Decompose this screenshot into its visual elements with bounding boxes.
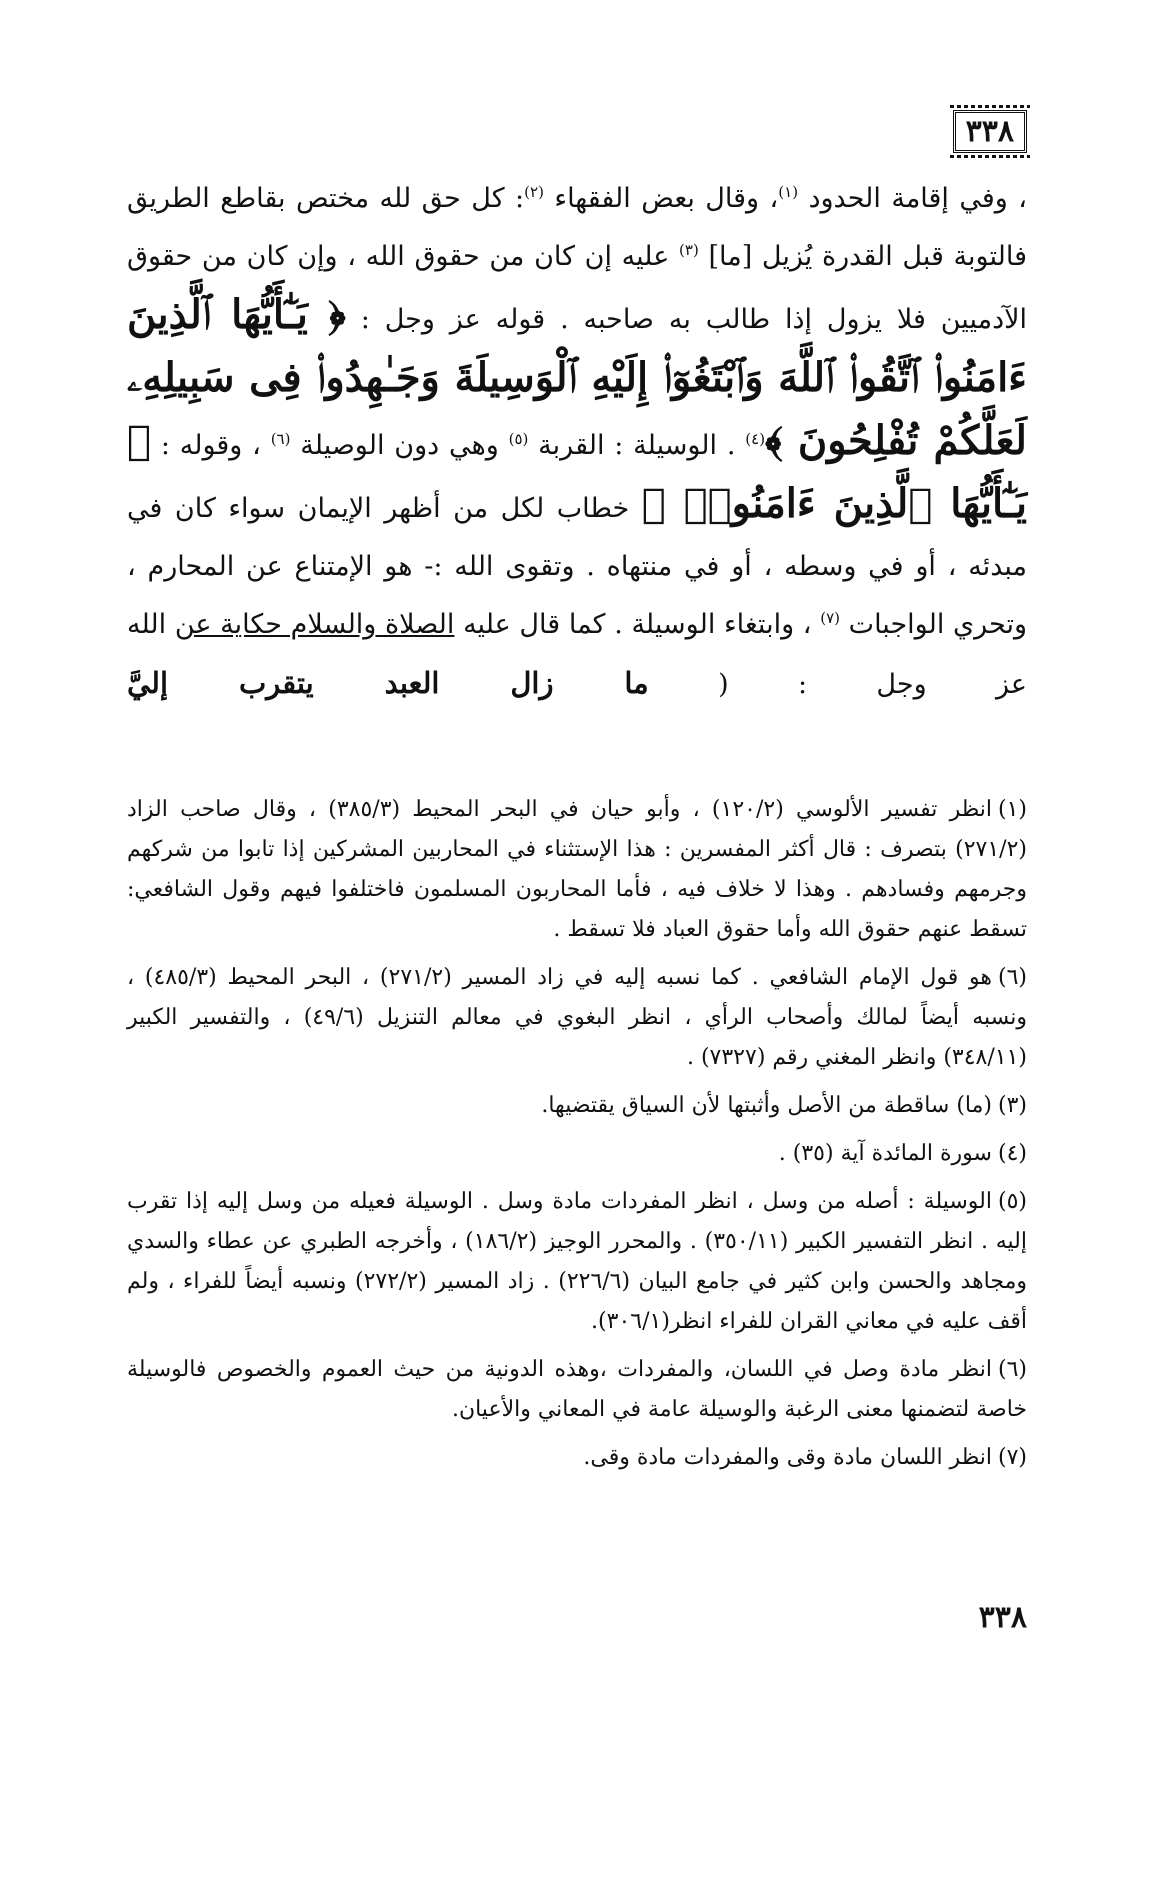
text-segment: : كل حق لله مختص بقاطع الطريق فالتوبة قبل القدرة يُزيل [ما] (127, 183, 1027, 272)
footnote (127, 1134, 1027, 1174)
text-segment: وهي دون الوصيلة (290, 430, 509, 461)
main-paragraph (127, 170, 1027, 714)
footnote-ref-6[interactable]: (٦) (270, 430, 291, 448)
footnote-number: (٧) (997, 1445, 1027, 1470)
text-segment: الله عز وجل : ( (127, 609, 1027, 700)
underlined-text: الصلاة والسلام حكاية عن (174, 609, 455, 640)
page-number-header: ٣٣٨ (953, 110, 1027, 153)
footnote-ref-5[interactable]: (٥) (508, 430, 529, 448)
quran-verse: ﴿ يَـٰٓأَيُّهَا ٱلَّذِينَ ءَامَنُوا۟ ٱتَّقُوا۟ ٱللَّهَ وَٱبْتَغُوٓا۟ إِلَيْهِ ٱلْوَسِيلَةَ وَجَـٰهِدُوا۟ فِى سَبِيلِهِۦ لَعَلَّكُمْ تُفْلِحُونَ ﴾ (127, 291, 1027, 464)
page-number-footer: ٣٣٨ (978, 1600, 1027, 1635)
footnote-ref-3[interactable]: (٣) (679, 241, 699, 259)
footnote-ref-7[interactable]: (٧) (820, 609, 840, 627)
footnote-text: (ما) ساقطة من الأصل وأثبتها لأن السياق يقتضيها. (541, 1093, 992, 1118)
footnote (127, 1438, 1027, 1478)
text-segment: ، وقال بعض الفقهاء (543, 183, 779, 214)
footnote (127, 1182, 1027, 1342)
footnote-number: (٦) (997, 1357, 1027, 1382)
footnote-text: الوسيلة : أصله من وسل ، انظر المفردات مادة وسل . الوسيلة فعيله من وسل إليه إذا تقرب إليه . انظر التفسير الكبير (٣٥٠/١١) . والمحرر الوجيز (١٨٦/٢) ، وأخرجه الطبري عن عطاء والسدي ومجاهد والحسن وابن كثير في جامع البيان (٢٢٦/٦) . زاد المسير (٢٧٢/٢) ونسبه أيضاً للفراء ، ولم أقف عليه في معاني القران للفراء انظر(٣٠٦/١). (127, 1189, 1027, 1334)
footnote-ref-1[interactable]: (١) (778, 183, 799, 201)
footnote-number: (٥) (997, 1189, 1027, 1214)
main-text (127, 170, 1027, 714)
text-segment: . الوسيلة : القربة (528, 430, 746, 461)
footnote-number: (٣) (997, 1093, 1027, 1118)
text-segment: خطاب لكل من أظهر الإيمان سواء كان في مبدئه ، أو في وسطه ، أو في منتهاه . وتقوى الله :- هو الإمتناع عن المحارم ، وتحري الواجبات (127, 493, 1027, 640)
footnote-text: هو قول الإمام الشافعي . كما نسبه إليه في زاد المسير (٢٧١/٢) ، البحر المحيط (٤٨٥/٣) ، ونسبه أيضاً لمالك وأصحاب الرأي ، انظر البغوي في معالم التنزيل (٤٩/٦) ، والتفسير الكبير (٣٤٨/١١) وانظر المغني رقم (٧٣٢٧) . (127, 965, 1027, 1070)
footnote-text: سورة المائدة آية (٣٥) . (778, 1141, 992, 1166)
footnotes (127, 790, 1027, 1478)
footnote (127, 958, 1027, 1078)
footnote-ref-4[interactable]: (٤) (745, 430, 766, 448)
text-segment: ، وابتغاء الوسيلة . كما قال عليه (454, 609, 821, 640)
footnote-text: انظر مادة وصل في اللسان، والمفردات ،وهذه الدونية من حيث العموم والخصوص فالوسيلة خاصة لتضمنها معنى الرغبة والوسيلة عامة في المعاني والأعيان. (127, 1357, 1027, 1422)
footnote-text: انظر تفسير الألوسي (١٢٠/٢) ، وأبو حيان في البحر المحيط (٣٨٥/٣) ، وقال صاحب الزاد (٢٧١/٢) بتصرف : قال أكثر المفسرين : هذا الإستثناء في المحاربين المشركين إذا تابوا من شركهم وجرمهم وفسادهم . وهذا لا خلاف فيه ، فأما المحاربون المسلمون فاختلفوا فيهم وقول الشافعي: تسقط عنهم حقوق الله وأما حقوق العباد فلا تسقط . (127, 797, 1027, 942)
footnote (127, 1086, 1027, 1126)
footnote-number: (٦) (997, 965, 1027, 990)
hadith-text: ما زال العبد يتقرب إليَّ (127, 666, 649, 700)
text-segment: ، وفي إقامة الحدود (798, 183, 1027, 214)
footnote-number: (٤) (997, 1141, 1027, 1166)
quran-verse: ﴿ يَـٰٓأَيُّهَا ٱلَّذِينَ ءَامَنُوا۟ ﴾ (127, 417, 1027, 527)
footnote-text: انظر اللسان مادة وقى والمفردات مادة وقى. (583, 1445, 992, 1470)
footnote-number: (١) (997, 797, 1027, 822)
footnote (127, 790, 1027, 950)
footnote-ref-2[interactable]: (٢) (524, 183, 544, 201)
text-segment: ، وقوله : (151, 430, 271, 461)
text-segment: عليه إن كان من حقوق الله ، وإن كان من حقوق الآدميين فلا يزول إذا طالب به صاحبه . قوله عز وجل : (127, 241, 1027, 335)
footnote (127, 1350, 1027, 1430)
